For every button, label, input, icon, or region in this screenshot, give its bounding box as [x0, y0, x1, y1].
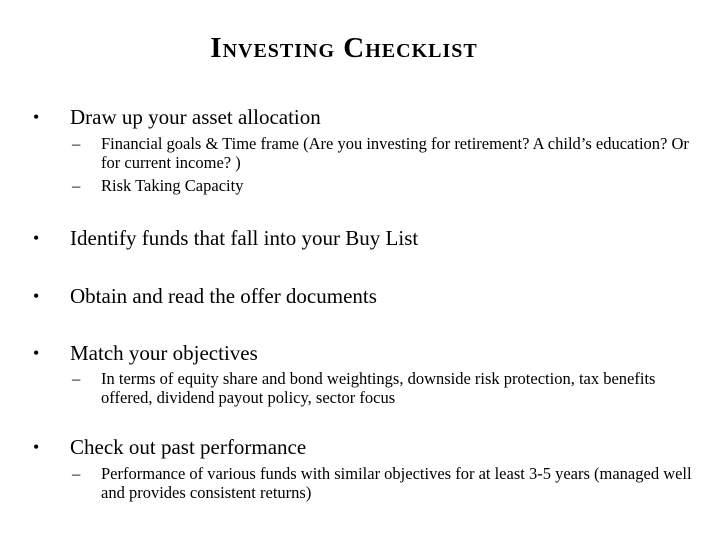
sub-bullet-text: Risk Taking Capacity	[101, 176, 244, 195]
bullet-text: Draw up your asset allocation	[70, 105, 321, 129]
sub-bullet-financial-goals	[72, 134, 692, 172]
slide-title: Investing Checklist	[210, 32, 478, 64]
sub-bullet-text: Performance of various funds with similar objectives for at least 3-5 years (managed well and provides consistent returns)	[101, 464, 692, 502]
bullet-text: Obtain and read the offer documents	[70, 284, 377, 308]
dash-marker: –	[72, 369, 81, 388]
bullet-marker: •	[33, 437, 40, 457]
sub-bullet-text: Financial goals & Time frame (Are you investing for retirement? A child’s education? Or for current income? )	[101, 134, 689, 172]
dash-marker: –	[72, 464, 81, 483]
dash-marker: –	[72, 134, 81, 153]
bullet-text: Check out past performance	[70, 435, 307, 459]
sub-bullet-risk-capacity	[72, 176, 692, 195]
sub-bullet-performance	[72, 464, 692, 502]
bullet-marker: •	[33, 228, 40, 248]
dash-marker: –	[72, 176, 81, 195]
bullet-marker: •	[33, 286, 40, 306]
bullet-text: Match your objectives	[70, 341, 258, 365]
sub-bullet-equity-share	[72, 369, 692, 407]
bullet-text: Identify funds that fall into your Buy List	[70, 226, 419, 250]
sub-bullet-text: In terms of equity share and bond weightings, downside risk protection, tax benefits offered, dividend payout policy, sector focus	[101, 369, 656, 407]
bullet-marker: •	[33, 343, 40, 363]
bullet-marker: •	[33, 107, 40, 127]
